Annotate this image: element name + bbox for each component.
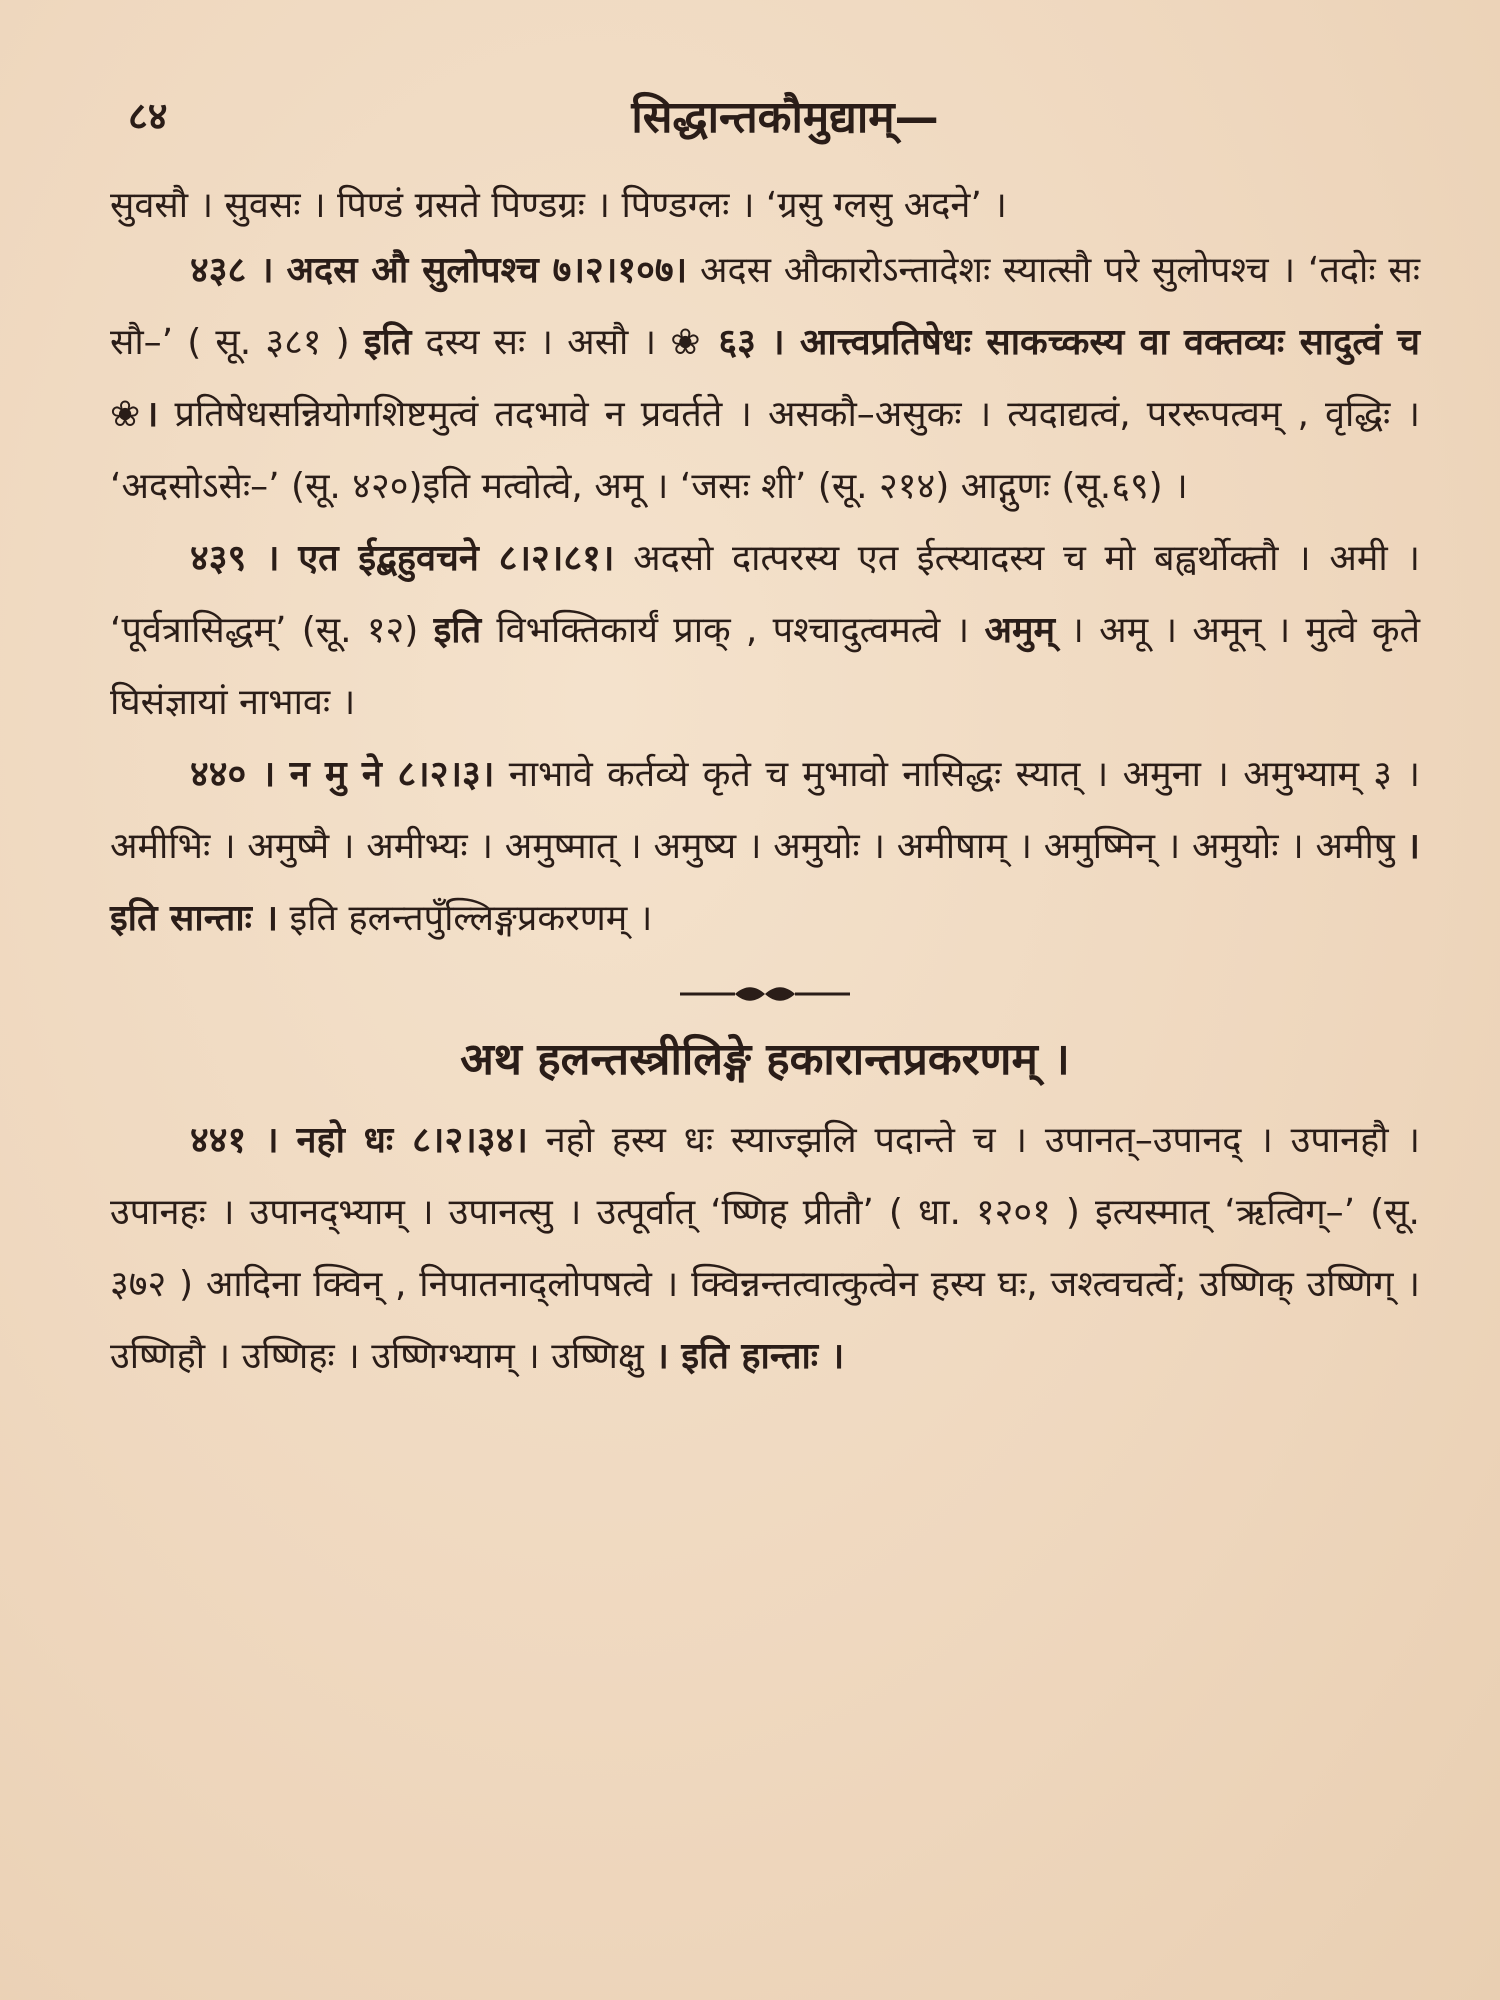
page-body <box>110 177 1420 1393</box>
section-closing: । इति सान्ताः । <box>110 826 1420 939</box>
commentary-text: इति हलन्तपुँल्लिङ्गप्रकरणम् । <box>278 898 653 939</box>
paragraph-sutra-441 <box>110 1105 1420 1393</box>
page-number: ८४ <box>128 94 168 138</box>
page-header <box>110 75 1420 155</box>
sutra-text: नहो धः ८।२।३४। <box>296 1120 528 1161</box>
sutra-number: ४४० । <box>190 754 276 795</box>
sutra-text: अदस औ सुलोपश्च ७।२।१०७। <box>286 250 688 291</box>
section-heading: अथ हलन्तस्त्रीलिङ्गे हकारान्तप्रकरणम् । <box>460 1034 1070 1085</box>
iti-word: इति <box>363 322 412 363</box>
bold-word: अमुम् <box>984 610 1056 651</box>
iti-word: इति <box>433 610 482 651</box>
section-closing: । इति हान्ताः । <box>655 1336 845 1377</box>
paragraph-sutra-440 <box>110 739 1420 955</box>
commentary-text: । अमू । अमून् । मुत्वे कृते घिसंज्ञायां नाभावः । <box>110 610 1420 723</box>
sutra-text: एत ईद्बहुवचने ८।२।८१। <box>298 538 615 579</box>
sutra-number: ४३८ । <box>190 250 274 291</box>
sutra-text: न मु ने ८।२।३। <box>289 754 495 795</box>
sutra-number: ४३९ । <box>190 538 280 579</box>
ornamental-divider <box>675 983 855 1005</box>
commentary-text: विभक्तिकार्यं प्राक् , पश्चादुत्वमत्वे । <box>481 610 985 651</box>
commentary-text: अदस औकारोऽन्तादेशः स्यात्सौ परे सुलोपश्च । ‘तदोः सः सौ–’ ( सू. ३८१ ) <box>110 250 1420 363</box>
running-title: सिद्धान्तकौमुद्याम्— <box>631 92 939 143</box>
commentary-text: दस्य सः । असौ । <box>411 322 671 363</box>
sutra-number: ४४१ । <box>190 1120 279 1161</box>
paragraph-sutra-438 <box>110 235 1420 523</box>
commentary-text: अदसो दात्परस्य एत ईत्स्यादस्य च मो बह्वर्थोक्तौ । अमी । ‘पूर्वत्रासिद्धम्’ (सू. १२) <box>110 538 1420 651</box>
paragraph-continuation: सुवसौ । सुवसः । पिण्डं ग्रसते पिण्डग्रः । पिण्डग्लः । ‘ग्रसु ग्लसु अदने’ । <box>110 185 1007 226</box>
paragraph-sutra-439 <box>110 523 1420 739</box>
commentary-text: नाभावे कर्तव्ये कृते च मुभावो नासिद्धः स्यात् । अमुना । अमुभ्याम् ३ । अमीभिः । अमुष्मै । अमीभ्यः । अमुष्मात् । अमुष्य । अमुयोः । अमीषाम् । अमुष्मिन् । अमुयोः । अमीषु <box>110 754 1421 867</box>
book-page <box>110 75 1420 1393</box>
commentary-text: नहो हस्य धः स्याज्झलि पदान्ते च । उपानत्–उपानद् । उपानहौ । उपानहः । उपानद्भ्याम् । उपानत्सु । उत्पूर्वात् ‘ष्णिह प्रीतौ’ ( धा. १२०१ ) इत्यस्मात् ‘ऋत्विग्–’ (सू. ३७२ ) आदिना क्विन् , निपातनाद्लोपषत्वे । क्विन्नन्तत्वात्कुत्वेन हस्य घः, जश्त्वचर्त्वे; उष्णिक् उष्णिग् । उष्णिहौ । उष्णिहः । उष्णिग्भ्याम् । उष्णिक्षु <box>110 1120 1420 1377</box>
vartika-text: ❀ ६३ । आत्त्वप्रतिषेधः साकच्कस्य वा वक्तव्यः सादुत्वं च ❀। <box>110 322 1420 435</box>
commentary-text: प्रतिषेधसन्नियोगशिष्टमुत्वं तदभावे न प्रवर्तते । असकौ–असुकः । त्यदाद्यत्वं, पररूपत्वम् , वृद्धिः । ‘अदसोऽसेः–’ (सू. ४२०)इति मत्वोत्वे, अमू । ‘जसः शी’ (सू. २१४) आद्गुणः (सू.६९) । <box>110 394 1421 507</box>
